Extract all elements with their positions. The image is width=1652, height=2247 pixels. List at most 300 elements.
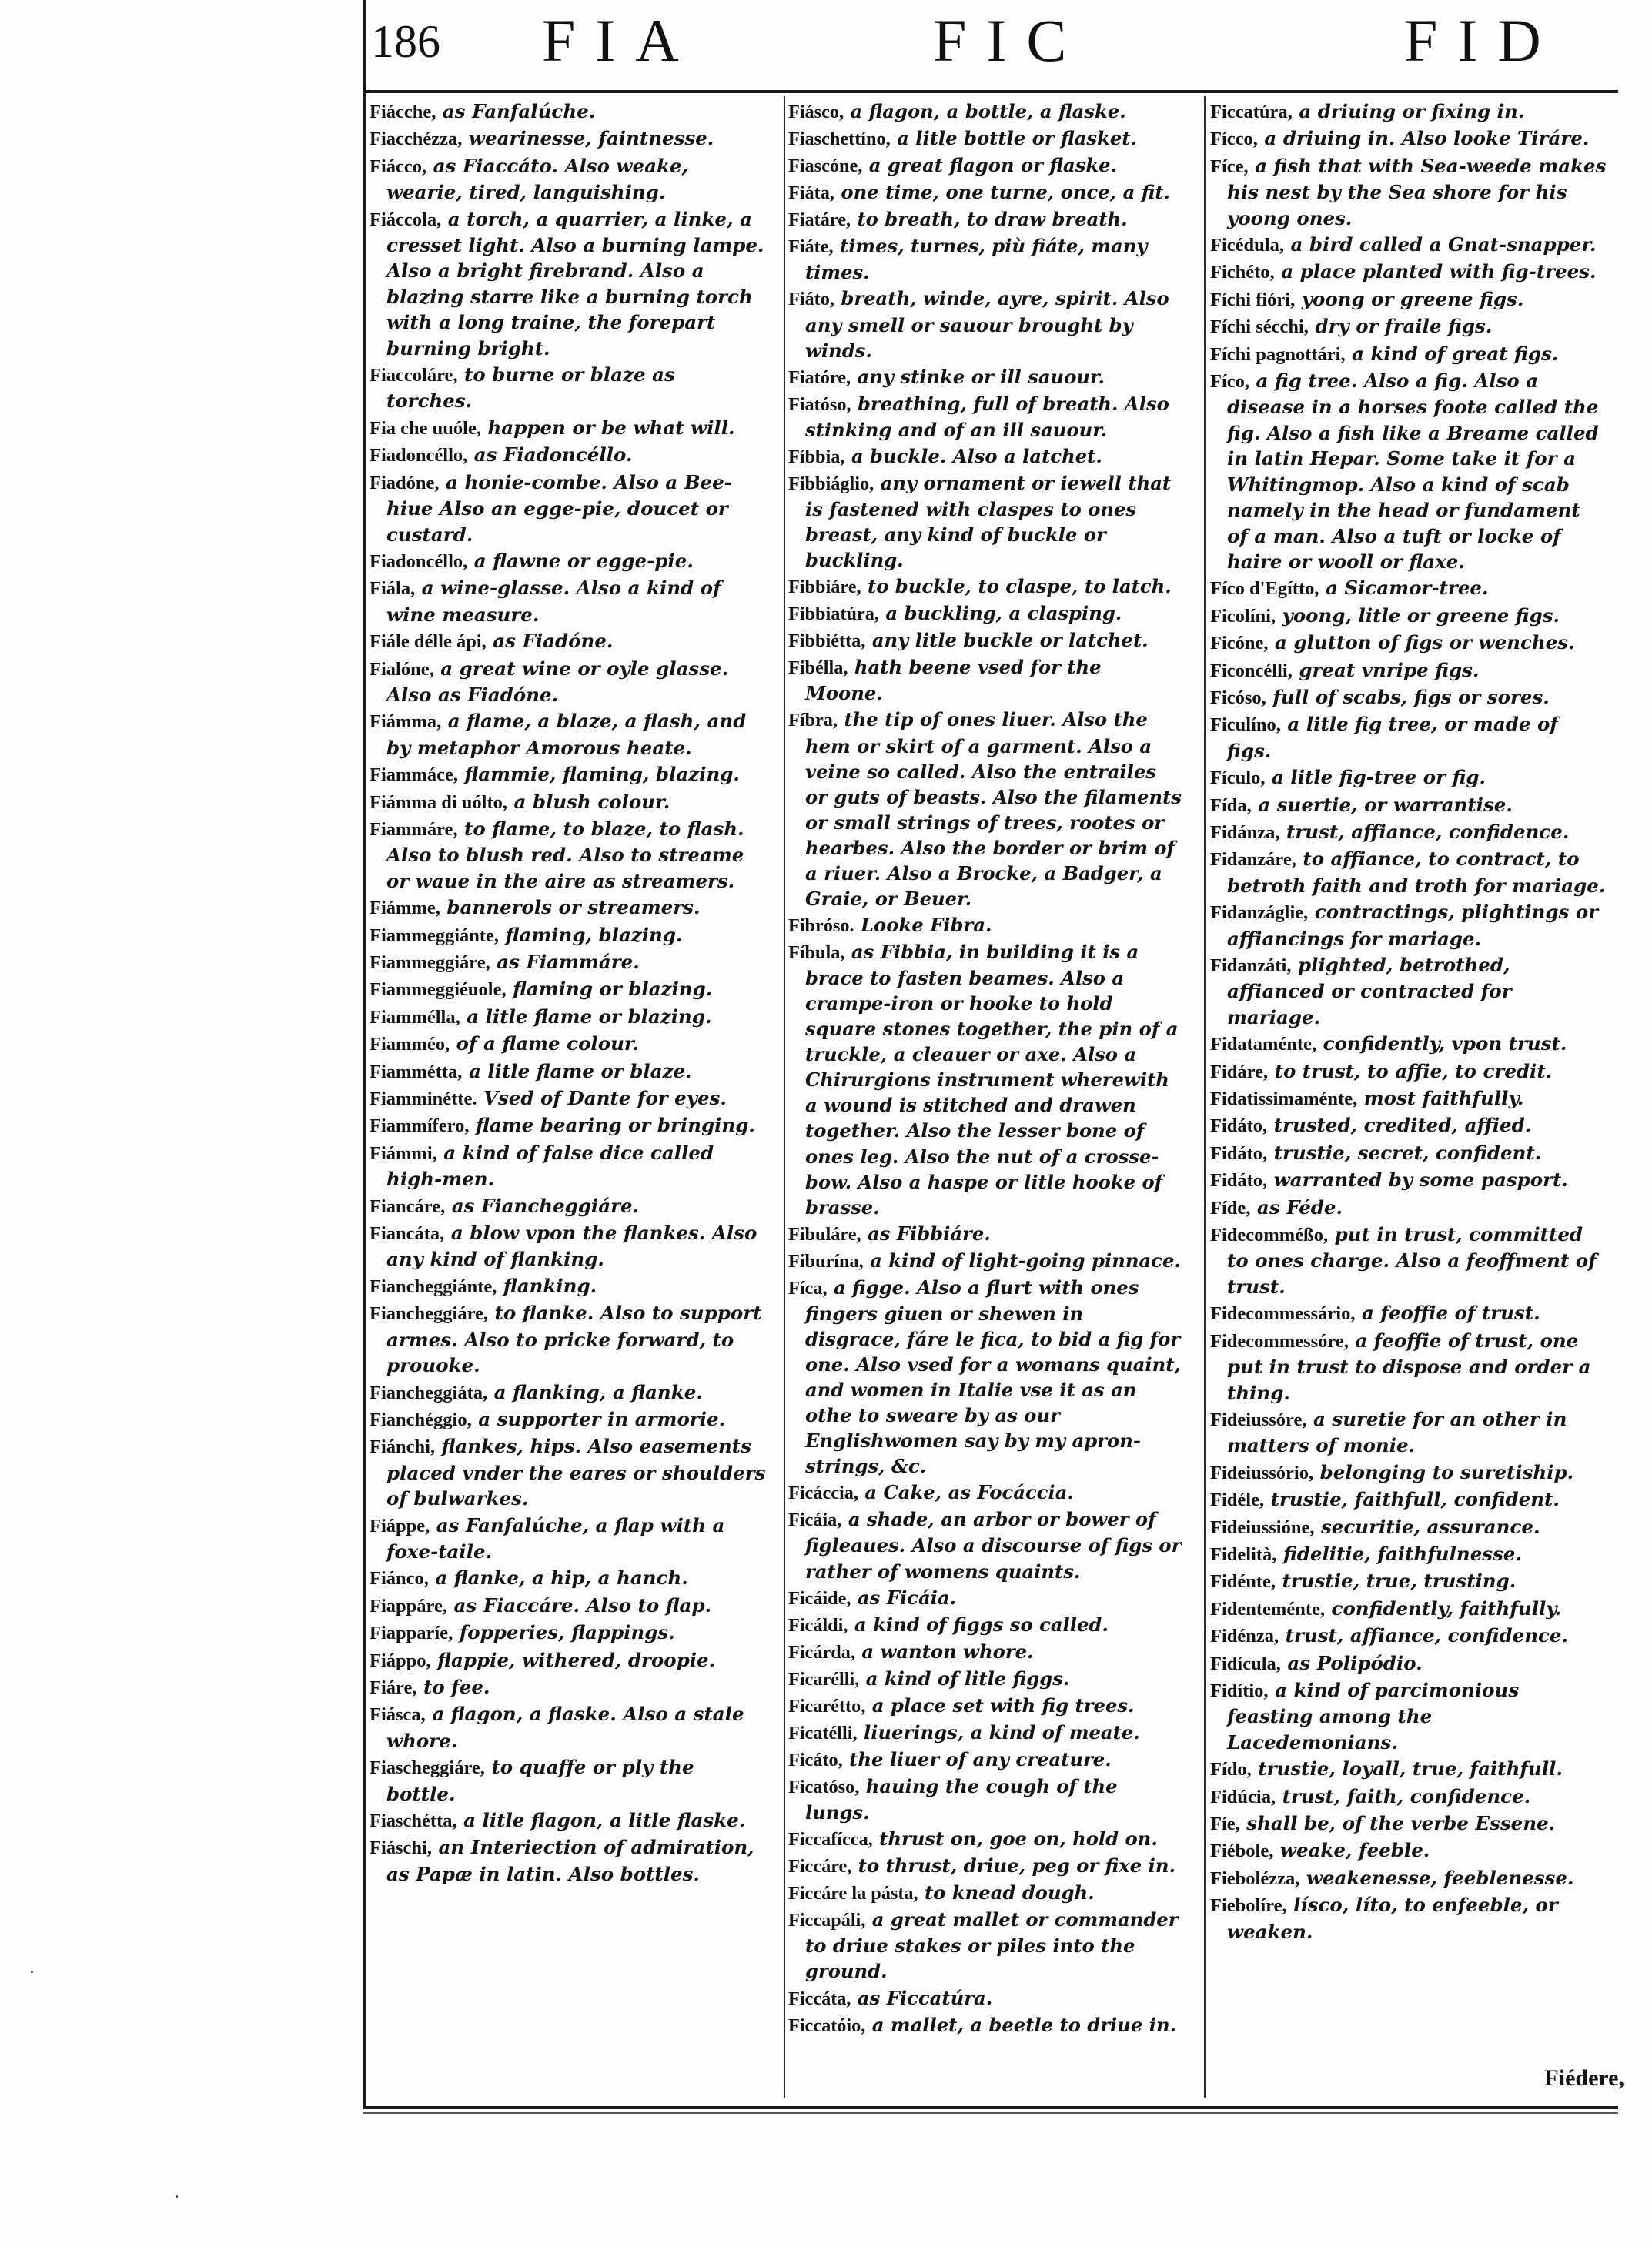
entry-headword: Fiburína, [788, 1250, 864, 1272]
entry-definition: a feoffie of trust, one put in trust to dispose and order a thing. [1227, 1329, 1591, 1404]
footer-rule-thin [363, 2112, 1618, 2114]
entry-definition: as Fiadóne. [486, 630, 614, 653]
entry-definition: a bird called a Gnat-snapper. [1283, 233, 1597, 256]
entry-definition: a great mallet or commander to driue stakes or piles into the ground. [805, 1908, 1179, 1983]
dictionary-entry [370, 1674, 766, 1700]
entry-definition: flappie, withered, droopie. [430, 1648, 716, 1671]
entry-headword: Fiascóne, [788, 155, 863, 177]
dictionary-entry [1210, 125, 1607, 152]
entry-definition: Vsed of Dante for eyes. [477, 1087, 727, 1110]
dictionary-entry [788, 1747, 1185, 1773]
dictionary-entry [370, 1834, 766, 1887]
dictionary-entry [788, 206, 1185, 232]
dictionary-entry [1210, 764, 1607, 791]
entry-definition: to fee. [416, 1675, 490, 1698]
dictionary-entry [1210, 952, 1607, 1030]
entry-definition: Looke Fibra. [854, 913, 992, 936]
entry-definition: as Fanfalúche, a flap with a foxe-taile. [386, 1513, 725, 1563]
entry-definition: a supporter in armorie. [471, 1407, 726, 1430]
entry-headword: Fiammífero, [370, 1115, 470, 1137]
entry-headword: Fiadoncéllo, [370, 550, 468, 572]
entry-headword: Ficáia, [788, 1510, 842, 1531]
entry-definition: fopperies, flappings. [453, 1621, 675, 1644]
dictionary-entry [370, 1379, 766, 1406]
entry-headword: Fiásca, [370, 1704, 426, 1726]
entry-definition: a flame, a blaze, a flash, and by metaphor Amorous heate. [386, 710, 747, 759]
entry-headword: Ficárda, [788, 1641, 855, 1663]
entry-headword: Fidénza, [1210, 1626, 1279, 1647]
dictionary-entry [1210, 899, 1607, 951]
dictionary-entry [788, 1612, 1185, 1638]
dictionary-entry [1210, 1596, 1607, 1622]
entry-headword: Fiapparíe, [370, 1623, 453, 1644]
entry-definition: to trust, to affie, to credit. [1268, 1059, 1553, 1082]
entry-definition: as Fibbiáre. [861, 1222, 991, 1245]
dictionary-entry [1210, 630, 1607, 656]
entry-headword: Fidecommessário, [1210, 1303, 1356, 1325]
entry-definition: a flanking, a flanke. [487, 1380, 703, 1403]
entry-definition: a kind of light-going pinnace. [863, 1249, 1181, 1272]
entry-definition: a Sicamor-tree. [1319, 577, 1489, 600]
entry-definition: to affiance, to contract, to betroth faith and troth for mariage. [1227, 848, 1606, 897]
entry-definition: a kind of false dice called high-men. [386, 1141, 714, 1191]
dictionary-entry [788, 286, 1185, 363]
dictionary-entry [370, 708, 766, 761]
dictionary-entry [370, 153, 766, 206]
entry-headword: Ficáto, [788, 1749, 843, 1771]
dictionary-entry [788, 1774, 1185, 1825]
dictionary-entry [1210, 1677, 1607, 1755]
entry-headword: Fibélla, [788, 657, 848, 679]
entry-headword: Fiánco, [370, 1568, 429, 1590]
entry-definition: plighted, betrothed, affianced or contracted for mariage. [1227, 954, 1512, 1028]
dictionary-entry [788, 99, 1185, 125]
entry-definition: a wanton whore. [854, 1640, 1034, 1663]
entry-headword: Ficcáre, [788, 1856, 852, 1878]
entry-definition: a suertie, or warrantise. [1251, 793, 1513, 816]
entry-headword: Fícco, [1210, 129, 1258, 150]
dictionary-entry [788, 627, 1185, 654]
entry-definition: great vnripe figs. [1292, 658, 1480, 681]
entry-definition: a figge. Also a flurt with ones fingers giuen or shewen in disgrace, fáre le fica, to bid a fig for one. Also vsed for a womans quaint, and women in Italie vse it as an othe to sweare by as our Englishwomen say by my apron-strings, &c. [805, 1276, 1181, 1478]
entry-headword: Fículo, [1210, 767, 1266, 789]
entry-definition: as Polipódio. [1280, 1651, 1423, 1674]
entry-definition: a litle fig tree, or made of figs. [1227, 713, 1558, 762]
entry-headword: Fiascheggiáre, [370, 1757, 485, 1779]
entry-headword: Fiámme, [370, 898, 440, 919]
dictionary-entry [788, 573, 1185, 600]
ink-speck [31, 1971, 33, 1973]
dictionary-entry [1210, 603, 1607, 629]
dictionary-entry [1210, 1085, 1607, 1112]
dictionary-entry [1210, 153, 1607, 231]
entry-headword: Ficóne, [1210, 633, 1269, 654]
entry-headword: Fíbbia, [788, 446, 845, 467]
entry-definition: full of scabs, figs or sores. [1266, 685, 1550, 708]
dictionary-entry [788, 600, 1185, 627]
entry-definition: a Cake, as Focáccia. [858, 1481, 1074, 1504]
entry-headword: Fiatáre, [788, 209, 851, 231]
entry-definition: to thrust, driue, peg or fixe in. [851, 1854, 1175, 1878]
entry-headword: Fiammeggiánte, [370, 925, 500, 946]
entry-definition: flankes, hips. Also easements placed vnder the eares or shoulders of bulwarkes. [386, 1435, 766, 1510]
entry-definition: to quaffe or ply the bottle. [386, 1756, 694, 1805]
running-head-right: FID [1404, 7, 1561, 74]
entry-definition: flaming or blazing. [506, 978, 713, 1001]
entry-definition: yoong or greene figs. [1295, 287, 1524, 310]
dictionary-entry [1210, 846, 1607, 898]
entry-definition: a wine-glasse. Also a kind of wine measure. [386, 577, 721, 626]
entry-definition: to flame, to blaze, to flash. Also to blush red. Also to streame or waue in the aire as streamers. [386, 817, 744, 892]
entry-headword: Fidataménte, [1210, 1034, 1317, 1055]
entry-headword: Fidenteménte, [1210, 1598, 1325, 1620]
catchword: Fiédere, [1544, 2065, 1624, 2091]
entry-headword: Fíbula, [788, 942, 845, 963]
entry-headword: Fíco, [1210, 371, 1250, 393]
entry-definition: a blush colour. [507, 790, 670, 813]
entry-definition: any stinke or ill sauour. [851, 365, 1105, 388]
entry-definition: trusted, credited, affied. [1267, 1114, 1532, 1137]
dictionary-entry [370, 1193, 766, 1219]
entry-headword: Ficolíni, [1210, 605, 1276, 627]
entry-headword: Ficáide, [788, 1587, 851, 1609]
entry-headword: Fíchi pagnottári, [1210, 343, 1346, 365]
entry-headword: Fíchi sécchi, [1210, 316, 1309, 338]
entry-headword: Fíe, [1210, 1814, 1240, 1834]
entry-headword: Fiaschétta, [370, 1811, 457, 1831]
dictionary-entry [1210, 1112, 1607, 1139]
entry-headword: Fiancáta, [370, 1223, 445, 1245]
entry-headword: Fiáto, [788, 289, 834, 310]
dictionary-entry [1210, 1031, 1607, 1057]
entry-definition: trustie, secret, confident. [1267, 1141, 1542, 1164]
entry-headword: Fiáccola, [370, 209, 442, 230]
entry-headword: Fíce, [1210, 155, 1249, 177]
entry-definition: fidelitie, faithfulnesse. [1276, 1542, 1522, 1565]
dictionary-entry [370, 1140, 766, 1192]
entry-headword: Fidanzáti, [1210, 955, 1292, 976]
entry-headword: Fiatóre, [788, 366, 851, 388]
entry-headword: Fiáre, [370, 1677, 417, 1698]
entry-headword: Fiaschettíno, [788, 129, 891, 150]
entry-headword: Ficcáta, [788, 1988, 851, 2009]
entry-definition: a flanke, a hip, a hanch. [428, 1567, 688, 1590]
entry-definition: as Fanfalúche. [436, 100, 596, 122]
entry-definition: weake, feeble. [1273, 1839, 1430, 1862]
dictionary-entry [788, 364, 1185, 390]
entry-definition: happen or be what will. [480, 416, 735, 439]
dictionary-entry [788, 179, 1185, 206]
entry-definition: trust, faith, confidence. [1276, 1784, 1531, 1807]
entry-headword: Ficoncélli, [1210, 660, 1293, 681]
entry-headword: Fiámma, [370, 711, 442, 733]
dictionary-entry [370, 816, 766, 894]
entry-definition: weakenesse, feeblenesse. [1299, 1866, 1574, 1889]
entry-headword: Fidáto, [1210, 1115, 1268, 1137]
entry-definition: lísco, líto, to enfeeble, or weaken. [1227, 1894, 1558, 1943]
entry-definition: a litle flame or blaze. [462, 1059, 692, 1082]
entry-headword: Fiammeggiéuole, [370, 979, 507, 1001]
dictionary-entry [370, 1513, 766, 1565]
dictionary-entry [370, 1701, 766, 1754]
entry-definition: a litle flagon, a litle flaske. [456, 1809, 746, 1831]
entry-definition: as Fiaccáto. Also weake, wearie, tired, languishing. [386, 154, 689, 204]
entry-definition: a kind of parcimonious feasting among the Lacedemonians. [1227, 1678, 1520, 1754]
entry-headword: Fidúcia, [1210, 1786, 1276, 1807]
entry-headword: Fiámmi, [370, 1142, 437, 1164]
entry-headword: Fidáto, [1210, 1170, 1268, 1192]
entry-definition: flanking. [497, 1274, 597, 1297]
entry-definition: hath beene vsed for the Moone. [805, 656, 1102, 705]
entry-definition: flaming, blazing. [499, 923, 683, 946]
entry-definition: trustie, faithfull, confident. [1264, 1488, 1560, 1511]
entry-headword: Fidelità, [1210, 1543, 1277, 1565]
entry-definition: most faithfully. [1357, 1087, 1524, 1110]
dictionary-entry [370, 1031, 766, 1057]
entry-headword: Fiappáre, [370, 1595, 447, 1617]
entry-definition: a buckle. Also a latchet. [844, 444, 1102, 467]
dictionary-entry [1210, 1460, 1607, 1486]
left-margin-rule [363, 0, 366, 2109]
entry-definition: a blow vpon the flankes. Also any kind of flanking. [386, 1222, 757, 1271]
entry-headword: Ficcafícca, [788, 1829, 873, 1851]
dictionary-entry [370, 470, 766, 547]
dictionary-entry [788, 1248, 1185, 1274]
dictionary-entry [370, 362, 766, 414]
dictionary-entry [788, 1275, 1185, 1480]
entry-definition: confidently, vpon trust. [1316, 1032, 1567, 1055]
entry-headword: Fiacchézza, [370, 129, 463, 150]
entry-definition: yoong, litle or greene figs. [1276, 604, 1560, 627]
entry-definition: trust, affiance, confidence. [1279, 1624, 1569, 1647]
dictionary-entry [788, 1639, 1185, 1665]
entry-definition: to buckle, to claspe, to latch. [861, 575, 1172, 598]
dictionary-entry [370, 1300, 766, 1378]
dictionary-entry [1210, 792, 1607, 818]
dictionary-entry [370, 1433, 766, 1511]
entry-definition: thrust on, goe on, hold on. [872, 1827, 1158, 1851]
entry-headword: Fidícula, [1210, 1653, 1281, 1674]
dictionary-entry [370, 1647, 766, 1674]
entry-definition: a fish that with Sea-weede makes his nest by the Sea shore for his yoong ones. [1227, 154, 1607, 229]
entry-headword: Fiancheggiáre, [370, 1303, 489, 1325]
entry-headword: Fiále délle ápi, [370, 631, 487, 653]
entry-headword: Fibróso. [788, 915, 854, 936]
entry-headword: Fibbiáglio, [788, 473, 874, 494]
dictionary-entry [1210, 1140, 1607, 1166]
entry-headword: Fiáppe, [370, 1515, 430, 1536]
entry-definition: a litle bottle or flasket. [890, 127, 1137, 150]
dictionary-entry [370, 99, 766, 125]
entry-headword: Ficcáre la pásta, [788, 1883, 918, 1904]
footer-rule [363, 2106, 1618, 2109]
dictionary-entry [788, 125, 1185, 152]
entry-headword: Fiancheggiáta, [370, 1382, 488, 1403]
dictionary-entry [370, 575, 766, 627]
dictionary-entry [788, 654, 1185, 706]
entry-headword: Fíca, [788, 1277, 828, 1299]
entry-definition: securitie, assurance. [1314, 1515, 1540, 1538]
entry-headword: Fiamméo, [370, 1034, 450, 1055]
dictionary-entry [1210, 1623, 1607, 1649]
dictionary-entry [370, 1406, 766, 1433]
entry-headword: Fiébole, [1210, 1841, 1274, 1862]
entry-headword: Fidítio, [1210, 1680, 1269, 1701]
entry-definition: a flagon, a bottle, a flaske. [844, 100, 1126, 122]
entry-headword: Ficáccia, [788, 1483, 858, 1504]
dictionary-entry [1210, 232, 1607, 258]
entry-headword: Fidénte, [1210, 1571, 1276, 1593]
entry-headword: Fidáre, [1210, 1061, 1269, 1082]
entry-definition: as Fiaccáre. Also to flap. [446, 1593, 712, 1617]
entry-definition: trustie, loyall, true, faithfull. [1251, 1757, 1563, 1781]
entry-definition: as Fibbia, in building it is a brace to fasten beames. Also a crampe-iron or hooke to hold square stones together, the pin of a truckle, a cleauer or axe. Also a Chirurgions instrument wherewith a wound is stitched and drawen together. Also the lesser bone of ones leg. Also the nut of a crosse-bow. Also a haspe or litle hooke of brasse. [805, 941, 1179, 1219]
dictionary-entry [788, 443, 1185, 470]
dictionary-entry [1210, 1892, 1607, 1944]
entry-headword: Fiammáce, [370, 764, 458, 786]
dictionary-entry [1210, 1541, 1607, 1567]
entry-definition: times, turnes, più fiáte, many times. [805, 235, 1148, 284]
entry-headword: Ficédula, [1210, 235, 1284, 256]
entry-headword: Fibbiáre, [788, 577, 861, 598]
dictionary-entry [1210, 684, 1607, 711]
dictionary-entry [1210, 1650, 1607, 1677]
entry-headword: Fideiussório, [1210, 1462, 1314, 1483]
dictionary-entry [1210, 575, 1607, 601]
entry-headword: Ficáldi, [788, 1614, 848, 1636]
entry-definition: as Ficcatúra. [851, 1986, 993, 2009]
entry-definition: a shade, an arbor or bower of figleaues. Also a discourse of figs or rather of womens quaints. [805, 1508, 1182, 1583]
dictionary-entry [370, 1273, 766, 1299]
dictionary-entry [370, 1620, 766, 1646]
dictionary-entry [1210, 1058, 1607, 1085]
entry-headword: Ficulíno, [1210, 714, 1281, 736]
entry-definition: of a flame colour. [450, 1032, 640, 1055]
entry-headword: Fíde, [1210, 1197, 1251, 1219]
entry-definition: a kind of litle figgs. [859, 1667, 1070, 1690]
entry-headword: Fidanzáre, [1210, 849, 1296, 871]
entry-headword: Fiácco, [370, 155, 427, 177]
entry-definition: bannerols or streamers. [440, 896, 701, 919]
running-head-center: FIC [933, 7, 1087, 74]
dictionary-entry [788, 2012, 1185, 2038]
entry-definition: one time, one turne, once, a fit. [834, 181, 1171, 204]
entry-definition: to breath, to draw breath. [851, 208, 1128, 231]
entry-headword: Fialóne, [370, 658, 434, 680]
entry-definition: a place set with fig trees. [865, 1694, 1135, 1717]
dictionary-entry [1210, 1406, 1607, 1459]
dictionary-entry [1210, 1811, 1607, 1837]
entry-headword: Fianchéggio, [370, 1409, 472, 1430]
dictionary-entry [788, 1985, 1185, 2011]
entry-headword: Fidatissimaménte, [1210, 1088, 1358, 1110]
dictionary-entry [788, 1880, 1185, 1906]
dictionary-entry [370, 656, 766, 708]
dictionary-entry [1210, 1756, 1607, 1782]
dictionary-entry [788, 391, 1185, 443]
entry-definition: to flanke. Also to support armes. Also to pricke forward, to prouoke. [386, 1302, 762, 1377]
dictionary-entry [370, 1004, 766, 1030]
dictionary-entry [370, 1058, 766, 1085]
entry-headword: Fibbiétta, [788, 630, 866, 652]
entry-definition: flame bearing or bringing. [469, 1114, 755, 1137]
entry-headword: Fiebolíre, [1210, 1895, 1287, 1917]
page-number: 186 [371, 16, 440, 67]
dictionary-entry [370, 125, 766, 152]
entry-definition: as Fiadoncéllo. [467, 443, 633, 466]
entry-headword: Fidecomméßo, [1210, 1225, 1329, 1246]
entry-headword: Fiammélla, [370, 1006, 460, 1028]
entry-headword: Fiáte, [788, 236, 834, 258]
dictionary-entry [370, 1085, 766, 1112]
entry-headword: Fiamméttа, [370, 1061, 463, 1082]
entry-definition: hauing the cough of the lungs. [805, 1775, 1118, 1824]
dictionary-entry [788, 1585, 1185, 1611]
entry-definition: breathing, full of breath. Also stinking and of an ill sauour. [805, 392, 1169, 441]
entry-definition: a driuing in. Also looke Tiráre. [1257, 127, 1590, 150]
dictionary-entry [370, 1112, 766, 1139]
entry-definition: trust, affiance, confidence. [1279, 820, 1570, 843]
entry-headword: Fído, [1210, 1759, 1252, 1781]
dictionary-entry [1210, 1865, 1607, 1891]
entry-definition: confidently, faithfully. [1325, 1597, 1562, 1620]
entry-definition: a feoffie of trust. [1355, 1302, 1540, 1325]
dictionary-entry [370, 949, 766, 975]
entry-headword: Fiaccoláre, [370, 365, 458, 386]
entry-definition: a kind of figgs so called. [848, 1613, 1109, 1636]
entry-headword: Fiámma di uólto, [370, 791, 507, 813]
dictionary-entry [788, 912, 1185, 938]
entry-definition: a honie-combe. Also a Bee-hiue Also an egge-pie, doucet or custard. [386, 470, 732, 546]
dictionary-entry [788, 1853, 1185, 1879]
entry-headword: Fiásco, [788, 102, 844, 122]
entry-headword: Fiancáre, [370, 1195, 446, 1217]
entry-definition: a flawne or egge-pie. [467, 549, 694, 572]
dictionary-entry [1210, 313, 1607, 339]
dictionary-entry [1210, 1514, 1607, 1540]
entry-definition: a buckling, a clasping. [878, 602, 1122, 625]
entry-headword: Fideiussióne, [1210, 1516, 1315, 1538]
dictionary-entry [1210, 1167, 1607, 1193]
dictionary-entry [1210, 368, 1607, 574]
dictionary-entry [788, 1506, 1185, 1583]
entry-headword: Ficcapáli, [788, 1910, 866, 1931]
entry-definition: as Fiammáre. [490, 951, 640, 973]
dictionary-entry [1210, 1222, 1607, 1299]
entry-headword: Fiácche, [370, 102, 436, 122]
dictionary-entry [370, 1220, 766, 1272]
dictionary-entry [1210, 819, 1607, 845]
entry-definition: a flagon, a flaske. Also a stale whore. [386, 1703, 744, 1752]
entry-headword: Fidéle, [1210, 1490, 1265, 1511]
dictionary-entry [788, 1720, 1185, 1746]
dictionary-entry [788, 707, 1185, 911]
entry-headword: Fiammáre, [370, 818, 458, 840]
dictionary-entry [788, 1666, 1185, 1692]
entry-headword: Fichéto, [1210, 262, 1275, 283]
entry-definition: as Fiancheggiáre. [445, 1194, 640, 1217]
entry-definition: wearinesse, faintnesse. [462, 127, 714, 150]
entry-headword: Ficatélli, [788, 1722, 858, 1744]
dictionary-entry [370, 548, 766, 574]
entry-headword: Fiáta, [788, 182, 834, 204]
ink-speck [176, 2195, 178, 2198]
dictionary-entry [370, 922, 766, 948]
entry-definition: to knead dough. [918, 1881, 1095, 1904]
dictionary-column-1 [370, 99, 766, 1888]
entry-headword: Fidánza, [1210, 821, 1280, 843]
entry-headword: Fída, [1210, 794, 1252, 816]
